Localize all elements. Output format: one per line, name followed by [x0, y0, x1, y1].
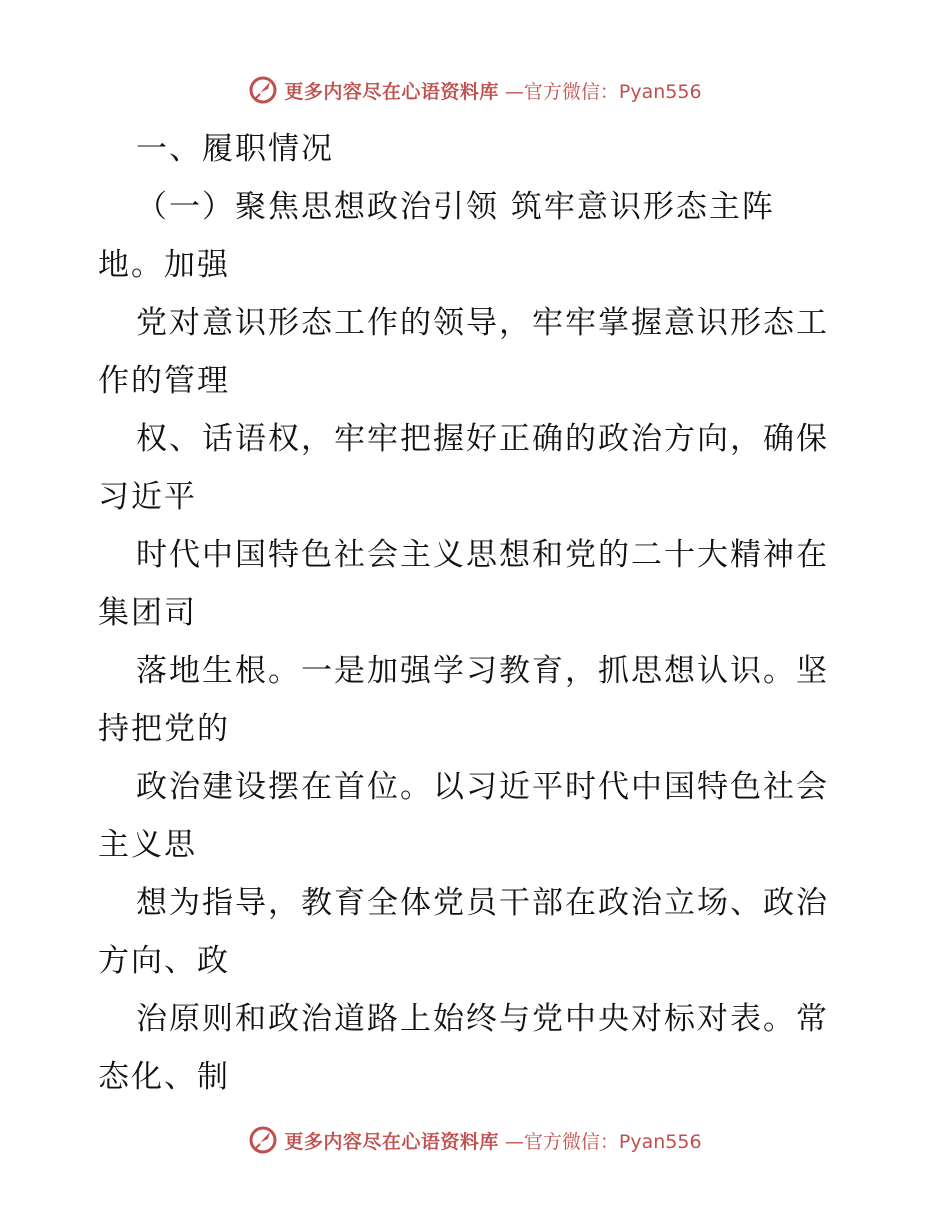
paragraph-line: 主义思: [98, 827, 197, 863]
paragraph-line: 持把党的: [98, 711, 230, 747]
paragraph-line: 治原则和政治道路上始终与党中央对标对表。常: [136, 1001, 829, 1037]
paragraph-line: 想为指导，教育全体党员干部在政治立场、政治: [136, 885, 829, 921]
paragraph-line: 集团司: [98, 595, 197, 631]
paragraph-line: 地。加强: [98, 247, 230, 283]
paragraph-line: 政治建设摆在首位。以习近平时代中国特色社会: [136, 769, 829, 805]
footer-banner: [0, 1122, 950, 1158]
quill-logo-icon: [248, 75, 278, 105]
section-heading: 一、履职情况: [136, 131, 334, 167]
banner-main-text: 更多内容尽在心语资料库: [284, 1130, 499, 1153]
quill-logo-icon: [248, 1125, 278, 1155]
paragraph-line: 权、话语权，牢牢把握好正确的政治方向，确保: [136, 421, 829, 457]
banner-wechat-text: —官方微信：Pyan556: [504, 1130, 702, 1153]
paragraph-line: 习近平: [98, 479, 197, 515]
banner-main-text: 更多内容尽在心语资料库: [284, 80, 499, 103]
paragraph-line: 方向、政: [98, 943, 230, 979]
banner-wechat-text: —官方微信：Pyan556: [504, 80, 702, 103]
paragraph-line: 党对意识形态工作的领导，牢牢掌握意识形态工: [136, 305, 829, 341]
paragraph-line: 作的管理: [98, 363, 230, 399]
paragraph-line: （一）聚焦思想政治引领 筑牢意识形态主阵: [136, 189, 775, 225]
document-body: [98, 120, 858, 1106]
paragraph-line: 时代中国特色社会主义思想和党的二十大精神在: [136, 537, 829, 573]
header-banner: [0, 72, 950, 108]
paragraph-line: 落地生根。一是加强学习教育，抓思想认识。坚: [136, 653, 829, 689]
paragraph-line: 态化、制: [98, 1059, 230, 1095]
